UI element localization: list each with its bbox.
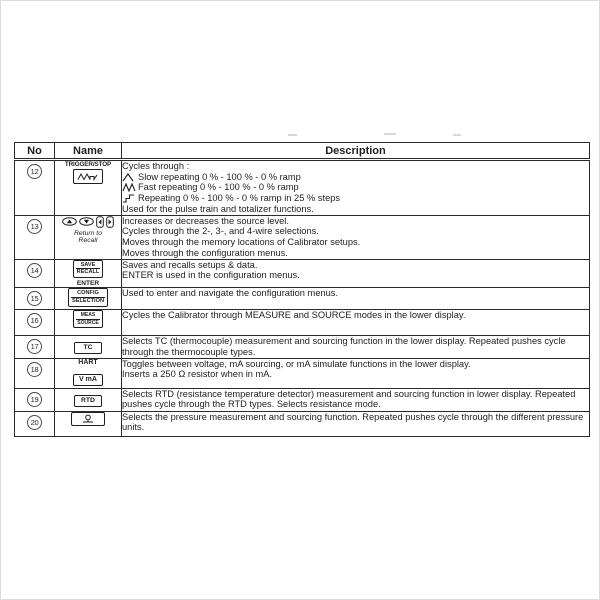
table-row	[15, 259, 590, 288]
row-number-cell	[15, 310, 55, 336]
return-to-recall-caption: Return to	[74, 229, 102, 237]
key-label: SOURCE	[77, 319, 99, 326]
description-line: Toggles between voltage, mA sourcing, or mA simulate functions in the lower display.	[122, 358, 471, 369]
step-ramp-icon	[122, 193, 138, 203]
description-line: Inserts a 250 Ω resistor when in mA.	[122, 369, 273, 380]
circled-number: 18	[27, 362, 42, 377]
circled-number: 12	[27, 164, 42, 179]
name-cell	[55, 336, 122, 358]
waveform-key-icon	[73, 169, 103, 184]
row-number-cell	[15, 288, 55, 310]
config-selection-key	[68, 288, 108, 307]
meas-source-key	[73, 310, 102, 328]
button-description-table	[14, 142, 590, 437]
row-number-cell	[15, 215, 55, 259]
description-text: Selects RTD (resistance temperature detector) measurement and sourcing function in lower display. Repeated pushes cycle through the RTD types. Selects resistance mode.	[122, 388, 576, 410]
up-arrow-key-icon	[62, 217, 77, 226]
row-number-cell	[15, 411, 55, 436]
description-cell	[122, 310, 590, 336]
key-label: RECALL	[76, 269, 100, 276]
slow-ramp-icon	[122, 173, 138, 182]
description-line: ENTER is used in the configuration menus.	[122, 270, 300, 281]
pressure-key-icon	[71, 412, 105, 426]
description-line: Saves and recalls setups & data.	[122, 259, 258, 270]
table-row	[15, 288, 590, 310]
row-number-cell	[15, 358, 55, 388]
circled-number: 19	[27, 392, 42, 407]
enter-label: ENTER	[76, 280, 100, 288]
table-row	[15, 411, 590, 436]
description-cell	[122, 388, 590, 411]
circled-number: 17	[27, 339, 42, 354]
description-line: Repeating 0 % - 100 % - 0 % ramp in 25 % steps	[138, 193, 341, 204]
col-header-description: Description	[122, 143, 590, 160]
description-text: Selects the pressure measurement and sourcing function. Repeated pushes cycle through the different pressure units.	[122, 411, 584, 433]
description-line: Moves through the configuration menus.	[122, 247, 288, 258]
description-line: Slow repeating 0 % - 100 % - 0 % ramp	[138, 171, 301, 182]
description-cell	[122, 160, 590, 216]
table-row	[15, 160, 590, 216]
description-line: Cycles the Calibrator through MEASURE and SOURCE modes in the lower display.	[122, 310, 466, 321]
row-number-cell	[15, 388, 55, 411]
right-arrow-key-icon	[106, 216, 114, 228]
description-line: Fast repeating 0 % - 100 % - 0 % ramp	[138, 182, 299, 193]
description-cell	[122, 411, 590, 436]
description-cell	[122, 259, 590, 288]
v-ma-key: V mA	[73, 374, 103, 386]
name-cell	[55, 259, 122, 288]
cropped-text-remnant	[288, 134, 297, 136]
trigger-stop-label: TRIGGER/STOP	[64, 161, 112, 168]
description-line: Cycles through the 2-, 3-, and 4-wire selections.	[122, 226, 319, 237]
circled-number: 15	[27, 291, 42, 306]
circled-number: 16	[27, 313, 42, 328]
table-row	[15, 215, 590, 259]
name-cell	[55, 160, 122, 216]
table-header-row	[15, 143, 590, 160]
rtd-key: RTD	[74, 395, 102, 407]
col-header-no: No	[15, 143, 55, 160]
table-row	[15, 336, 590, 358]
name-cell	[55, 388, 122, 411]
left-arrow-key-icon	[96, 216, 104, 228]
key-label: SAVE	[80, 261, 96, 268]
cropped-text-remnant	[453, 134, 461, 136]
row-number-cell	[15, 336, 55, 358]
name-cell	[55, 411, 122, 436]
down-arrow-key-icon	[79, 217, 94, 226]
circled-number: 20	[27, 415, 42, 430]
name-cell	[55, 215, 122, 259]
table-row	[15, 358, 590, 388]
description-line: Moves through the memory locations of Calibrator setups.	[122, 236, 361, 247]
tc-key: TC	[74, 342, 101, 354]
name-cell	[55, 288, 122, 310]
description-line: Used for the pulse train and totalizer functions.	[122, 203, 314, 214]
description-line: Used to enter and navigate the configuration menus.	[122, 288, 339, 299]
description-line: Cycles through :	[122, 161, 190, 171]
table-row	[15, 388, 590, 411]
fast-ramp-icon	[122, 183, 138, 192]
description-cell	[122, 358, 590, 388]
table-row	[15, 310, 590, 336]
circled-number: 13	[27, 219, 42, 234]
description-cell	[122, 336, 590, 358]
key-label: SELECTION	[71, 298, 104, 305]
hart-label: HART	[78, 358, 98, 366]
description-text: Selects TC (thermocouple) measurement and sourcing function in the lower display. Repeated pushes cycle through the thermocouple types.	[122, 336, 566, 358]
save-recall-key	[73, 260, 104, 279]
name-cell	[55, 310, 122, 336]
row-number-cell	[15, 259, 55, 288]
description-cell	[122, 215, 590, 259]
description-cell	[122, 288, 590, 310]
cropped-text-remnant	[384, 133, 396, 135]
name-cell	[55, 358, 122, 388]
key-label: MEAS	[80, 312, 96, 319]
col-header-name: Name	[55, 143, 122, 160]
circled-number: 14	[27, 263, 42, 278]
description-line: Increases or decreases the source level.	[122, 215, 289, 226]
return-to-recall-caption: Recall	[78, 237, 98, 245]
row-number-cell	[15, 160, 55, 216]
key-label: CONFIG	[77, 290, 99, 297]
